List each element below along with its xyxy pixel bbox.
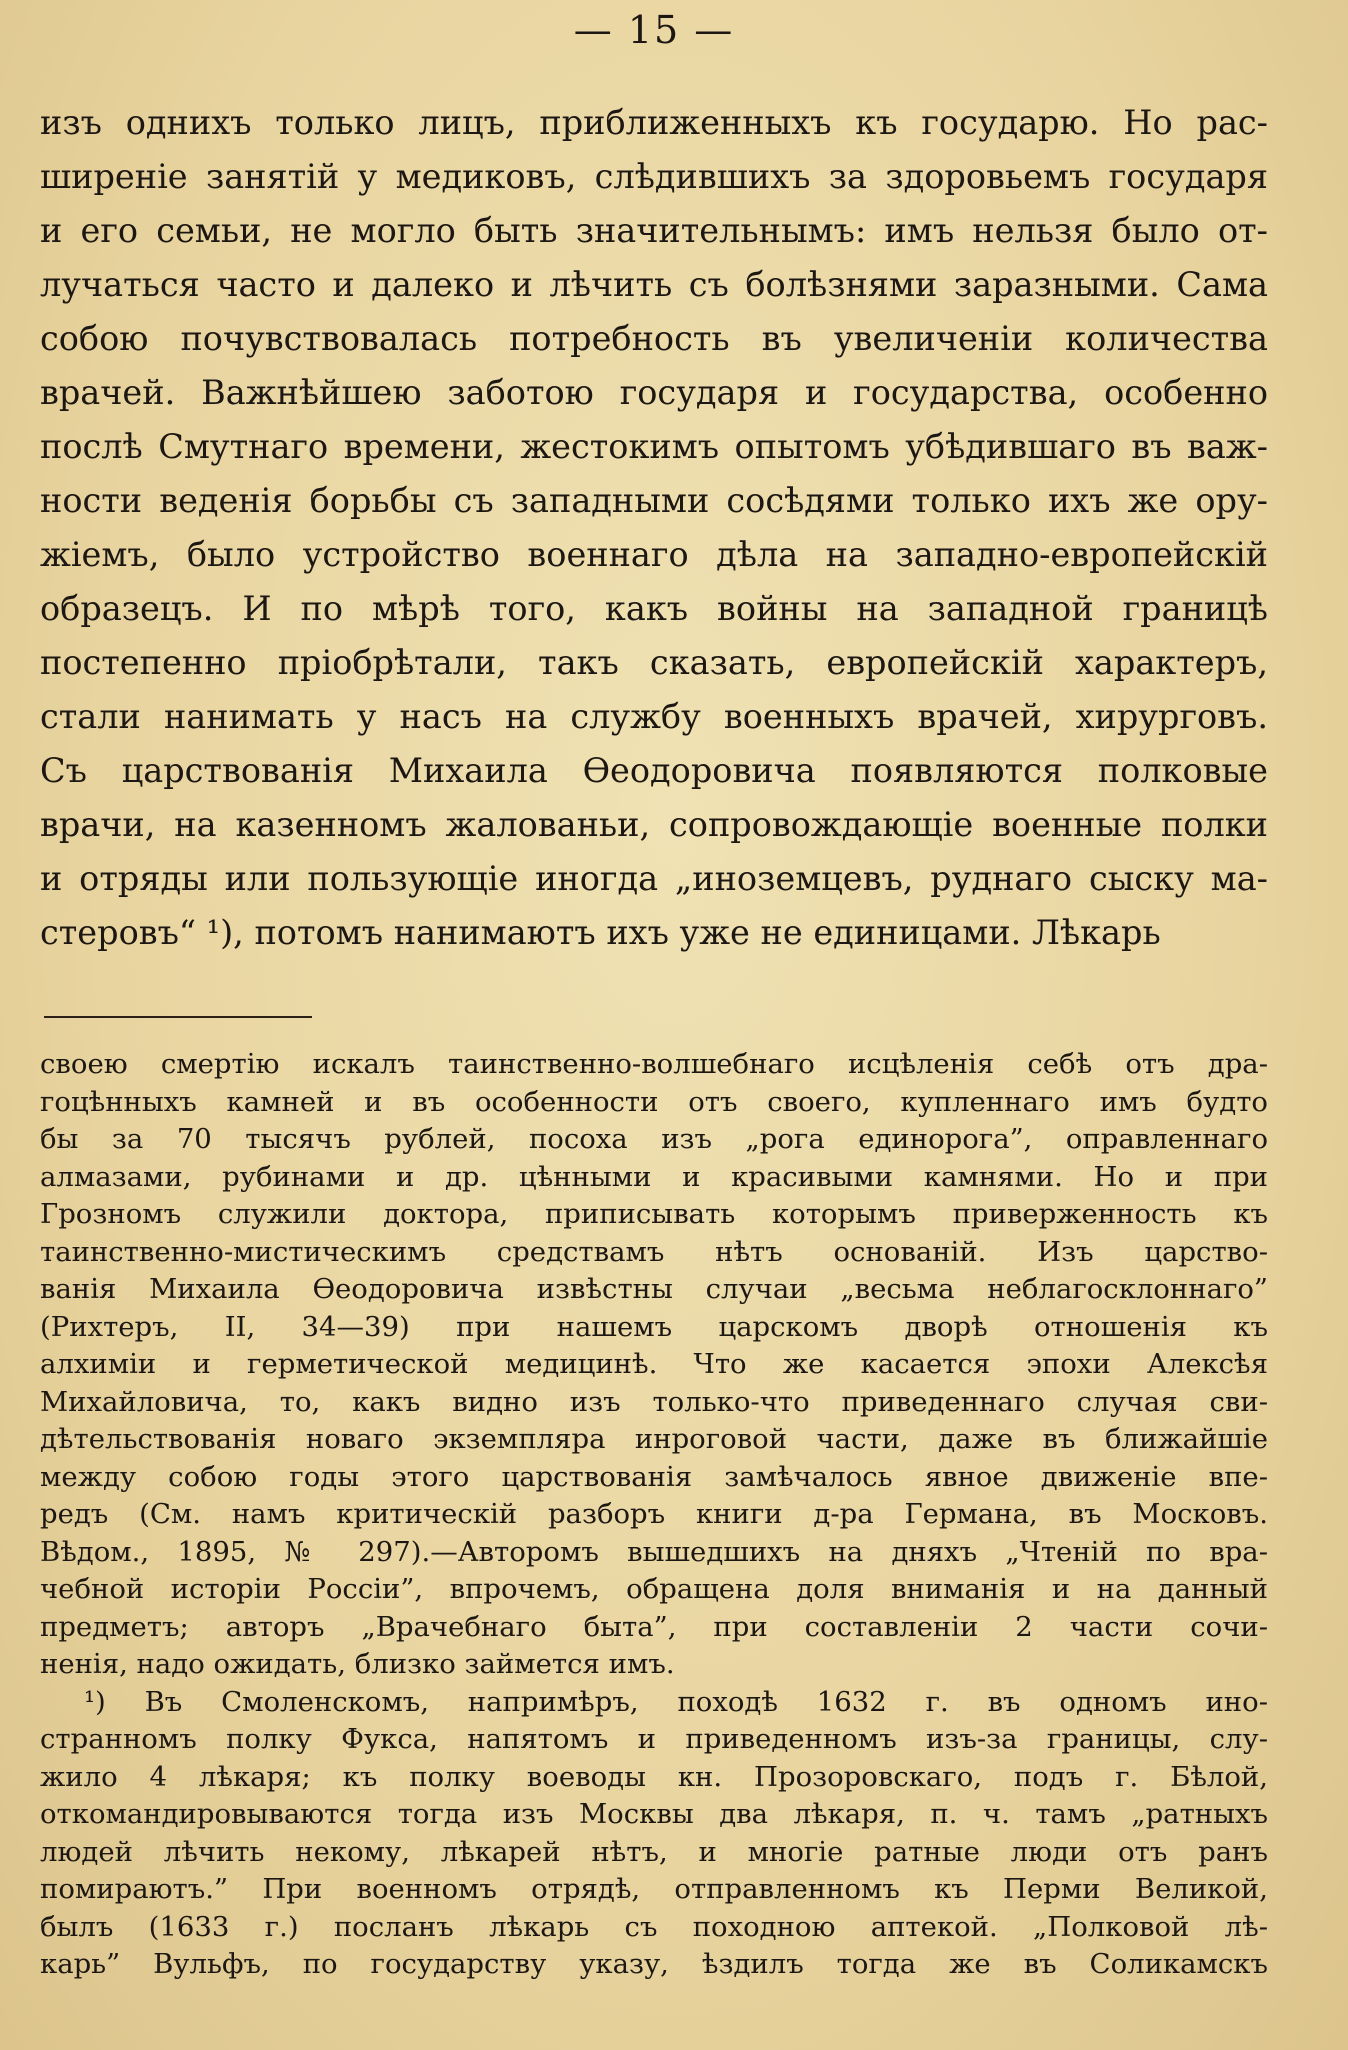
footnote-line: ненія, надо ожидать, близко займется имъ. bbox=[40, 1648, 675, 1680]
footnote-line: карь” Вульфъ, по государству указу, ѣздилъ тогда же въ Соликамскъ bbox=[40, 1948, 1268, 1980]
main-line: стали нанимать у насъ на службу военныхъ врачей, хирурговъ. bbox=[40, 697, 1268, 736]
footnote-line: чебной исторіи Россіи”, впрочемъ, обращена доля вниманія и на данный bbox=[40, 1573, 1268, 1605]
footnote-line: Вѣдом., 1895, № 297).—Авторомъ вышедшихъ на дняхъ „Чтеній по вра- bbox=[40, 1535, 1268, 1568]
footnote-line: предметъ; авторъ „Врачебнаго быта”, при составленіи 2 части сочи- bbox=[40, 1610, 1268, 1643]
footnote-line: дѣтельствованія новаго экземпляра инроговой части, даже въ ближайшіе bbox=[40, 1423, 1268, 1455]
main-line: и отряды или пользующіе иногда „иноземцевъ, руднаго сыску ма- bbox=[40, 859, 1268, 898]
footnote-line: между собою годы этого царствованія замѣчалось явное движеніе впе- bbox=[40, 1460, 1268, 1493]
footnote-line: людей лѣчить некому, лѣкарей нѣтъ, и многіе ратные люди отъ ранъ bbox=[40, 1835, 1268, 1868]
footnote-line: ¹) Въ Смоленскомъ, напримѣръ, походѣ 1632 г. въ одномъ ино- bbox=[84, 1685, 1268, 1718]
footnote-line: ванія Михаила Ѳеодоровича извѣстны случаи „весьма неблагосклоннаго” bbox=[40, 1273, 1268, 1305]
footnote-divider bbox=[44, 1016, 312, 1018]
main-line: образецъ. И по мѣрѣ того, какъ войны на западной границѣ bbox=[40, 589, 1268, 628]
footnotes bbox=[40, 1046, 1268, 1984]
main-line: и его семьи, не могло быть значительнымъ: имъ нельзя было от- bbox=[40, 211, 1268, 250]
footnote-line: алхиміи и герметической медицинѣ. Что же касается эпохи Алексѣя bbox=[40, 1348, 1268, 1380]
main-line: послѣ Смутнаго времени, жестокимъ опытомъ убѣдившаго въ важ- bbox=[40, 427, 1268, 466]
main-line: Съ царствованія Михаила Ѳеодоровича появляются полковые bbox=[40, 751, 1268, 790]
footnote-line: Грозномъ служили доктора, приписывать которымъ приверженность къ bbox=[40, 1198, 1268, 1230]
main-line: ширеніе занятій у медиковъ, слѣдившихъ за здоровьемъ государя bbox=[40, 157, 1268, 196]
footnote-line: (Рихтеръ, II, 34—39) при нашемъ царскомъ дворѣ отношенія къ bbox=[40, 1310, 1268, 1343]
footnote-line: бы за 70 тысячъ рублей, посоха изъ „рога единорога”, оправленнаго bbox=[40, 1123, 1268, 1155]
main-text bbox=[40, 96, 1268, 960]
footnote-line: откомандировываются тогда изъ Москвы два лѣкаря, п. ч. тамъ „ратныхъ bbox=[40, 1798, 1268, 1830]
footnote-line: жило 4 лѣкаря; къ полку воеводы кн. Прозоровскаго, подъ г. Бѣлой, bbox=[40, 1760, 1268, 1793]
book-page bbox=[40, 0, 1268, 2050]
main-line: врачей. Важнѣйшею заботою государя и государства, особенно bbox=[40, 373, 1268, 412]
main-line: врачи, на казенномъ жалованьи, сопровождающіе военные полки bbox=[40, 805, 1268, 844]
main-line: лучаться часто и далеко и лѣчить съ болѣзнями заразными. Сама bbox=[40, 265, 1268, 304]
footnote-line: редъ (См. намъ критическій разборъ книги д-ра Германа, въ Московъ. bbox=[40, 1498, 1268, 1530]
main-line: жіемъ, было устройство военнаго дѣла на западно-европейскій bbox=[40, 535, 1268, 574]
footnote-line: помираютъ.” При военномъ отрядѣ, отправленномъ къ Перми Великой, bbox=[40, 1873, 1268, 1905]
main-line: постепенно пріобрѣтали, такъ сказать, европейскій характеръ, bbox=[40, 643, 1268, 682]
footnote-line: Михайловича, то, какъ видно изъ только-что приведеннаго случая сви- bbox=[40, 1385, 1268, 1418]
main-line: стеровъ“ ¹), потомъ нанимаютъ ихъ уже не единицами. Лѣкарь bbox=[40, 913, 1161, 952]
main-line: изъ однихъ только лицъ, приближенныхъ къ государю. Но рас- bbox=[40, 103, 1268, 142]
footnote-line: алмазами, рубинами и др. цѣнными и красивыми камнями. Но и при bbox=[40, 1160, 1268, 1193]
footnote-line: гоцѣнныхъ камней и въ особенности отъ своего, купленнаго имъ будто bbox=[40, 1085, 1268, 1118]
page-number: — 15 — bbox=[573, 8, 735, 52]
footnote-line: своею смертію искалъ таинственно-волшебнаго исцѣленія себѣ отъ дра- bbox=[40, 1048, 1268, 1080]
footnote-line: таинственно-мистическимъ средствамъ нѣтъ основаній. Изъ царство- bbox=[40, 1235, 1268, 1268]
main-line: собою почувствовалась потребность въ увеличеніи количества bbox=[40, 319, 1268, 358]
footnote-line: былъ (1633 г.) посланъ лѣкарь съ походною аптекой. „Полковой лѣ- bbox=[40, 1910, 1268, 1943]
main-line: ности веденія борьбы съ западными сосѣдями только ихъ же ору- bbox=[40, 481, 1268, 520]
footnote-line: странномъ полку Фукса, напятомъ и приведенномъ изъ-за границы, слу- bbox=[40, 1723, 1268, 1755]
